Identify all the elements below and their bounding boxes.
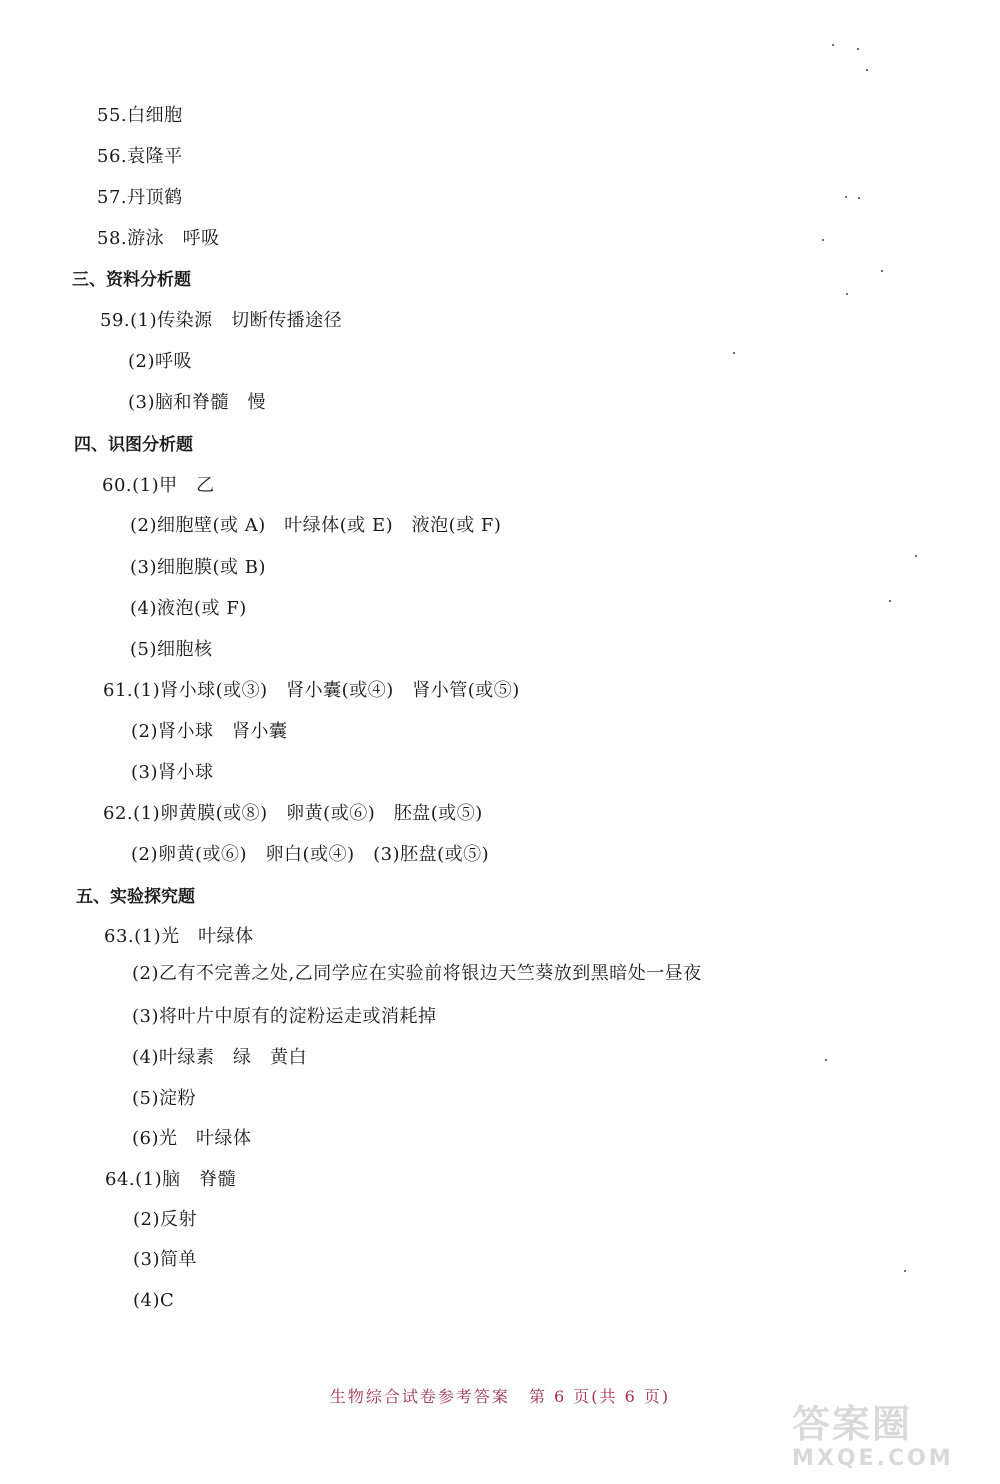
answer-60-3: (3)细胞膜(或 B): [130, 557, 266, 578]
answer-59-2: (2)呼吸: [128, 351, 192, 372]
answer-63-4: (4)叶绿素 绿 黄白: [132, 1047, 307, 1068]
scan-speck: [832, 44, 834, 46]
scan-speck: [866, 69, 868, 71]
answer-59-1: 59.(1)传染源 切断传播途径: [100, 310, 343, 331]
footer-title: 生物综合试卷参考答案: [329, 1387, 510, 1406]
answer-63-2: (2)乙有不完善之处,乙同学应在实验前将银边天竺葵放到黑暗处一昼夜: [132, 963, 702, 984]
answer-61-3: (3)肾小球: [131, 762, 214, 783]
section-heading-3: 三、资料分析题: [72, 270, 191, 290]
answer-63-6: (6)光 叶绿体: [132, 1128, 252, 1149]
scan-speck: [822, 239, 824, 241]
answer-59-3: (3)脑和脊髓 慢: [128, 392, 266, 413]
answer-60-5: (5)细胞核: [130, 639, 213, 660]
scan-speck: [881, 270, 883, 272]
answer-61-1: 61.(1)肾小球(或③) 肾小囊(或④) 肾小管(或⑤): [103, 680, 520, 701]
scan-speck: [857, 48, 859, 50]
watermark-logo: [792, 1402, 982, 1478]
scan-speck: [858, 197, 860, 199]
answer-64-2: (2)反射: [133, 1209, 197, 1230]
watermark-text-bottom: MXQE.COM: [792, 1446, 954, 1471]
answer-57: 57.丹顶鹤: [97, 187, 183, 208]
answer-61-2: (2)肾小球 肾小囊: [131, 721, 288, 742]
answer-62-1: 62.(1)卵黄膜(或⑧) 卵黄(或⑥) 胚盘(或⑤): [103, 803, 483, 824]
answer-63-3: (3)将叶片中原有的淀粉运走或消耗掉: [132, 1006, 437, 1027]
answer-64-4: (4)C: [133, 1290, 175, 1311]
answer-60-1: 60.(1)甲 乙: [102, 475, 215, 496]
answer-63-5: (5)淀粉: [132, 1088, 196, 1109]
scan-speck: [904, 1270, 906, 1272]
answer-58: 58.游泳 呼吸: [97, 228, 220, 249]
answer-64-3: (3)简单: [133, 1249, 197, 1270]
scan-speck: [733, 352, 735, 354]
section-heading-4: 四、识图分析题: [74, 435, 193, 455]
scan-speck: [915, 555, 917, 557]
answer-60-2: (2)细胞壁(或 A) 叶绿体(或 E) 液泡(或 F): [130, 515, 502, 536]
scan-speck: [889, 600, 891, 602]
section-heading-5: 五、实验探究题: [76, 887, 195, 907]
scan-speck: [845, 196, 847, 198]
answer-60-4: (4)液泡(或 F): [130, 598, 247, 619]
answer-55: 55.白细胞: [97, 105, 183, 126]
watermark-text-top: 答案圈: [792, 1402, 913, 1446]
answer-64-1: 64.(1)脑 脊髓: [105, 1169, 237, 1190]
answer-56: 56.袁隆平: [97, 146, 183, 167]
scan-speck: [846, 293, 848, 295]
scan-speck: [825, 1059, 827, 1061]
footer-page-number: 第 6 页(共 6 页): [528, 1387, 671, 1406]
answer-63-1: 63.(1)光 叶绿体: [104, 926, 254, 947]
answer-62-2: (2)卵黄(或⑥) 卵白(或④) (3)胚盘(或⑤): [131, 844, 490, 865]
